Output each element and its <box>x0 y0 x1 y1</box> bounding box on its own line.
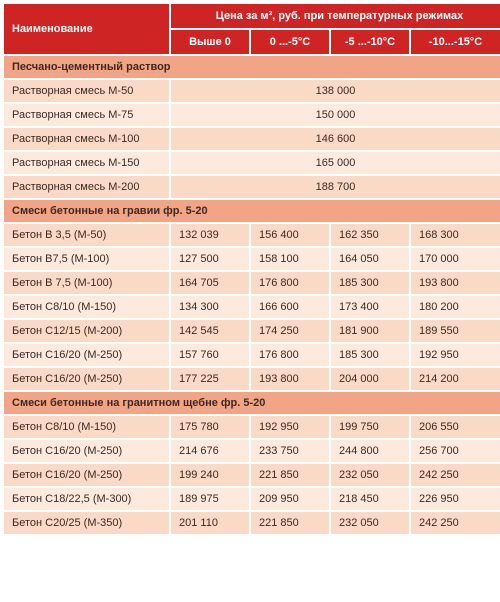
section-header-row <box>4 392 500 414</box>
product-name-cell: Растворная смесь М-75 <box>4 104 169 126</box>
price-cell: 193 800 <box>251 368 329 390</box>
product-name-cell: Бетон В7,5 (М-100) <box>4 248 169 270</box>
price-cell: 233 750 <box>251 440 329 462</box>
price-cell: 189 550 <box>411 320 500 342</box>
price-cell: 242 250 <box>411 464 500 486</box>
price-cell: 214 200 <box>411 368 500 390</box>
price-cell: 199 750 <box>331 416 409 438</box>
table-row <box>4 344 500 366</box>
price-cell: 244 800 <box>331 440 409 462</box>
table-row <box>4 248 500 270</box>
table-row <box>4 416 500 438</box>
product-name-cell: Бетон В 3,5 (М-50) <box>4 224 169 246</box>
product-name-cell: Бетон С18/22,5 (М-300) <box>4 488 169 510</box>
price-cell: 176 800 <box>251 344 329 366</box>
header-price-title: Цена за м³, руб. при температурных режимах <box>171 4 500 28</box>
price-cell: 242 250 <box>411 512 500 534</box>
price-cell: 165 000 <box>171 152 500 174</box>
price-cell: 192 950 <box>411 344 500 366</box>
price-cell: 162 350 <box>331 224 409 246</box>
table-row <box>4 152 500 174</box>
table-row <box>4 488 500 510</box>
price-cell: 185 300 <box>331 272 409 294</box>
section-title: Песчано-цементный раствор <box>4 56 500 78</box>
price-cell: 201 110 <box>171 512 249 534</box>
price-cell: 176 800 <box>251 272 329 294</box>
section-title: Смеси бетонные на гранитном щебне фр. 5-20 <box>4 392 500 414</box>
price-cell: 174 250 <box>251 320 329 342</box>
table-row <box>4 320 500 342</box>
price-cell: 199 240 <box>171 464 249 486</box>
product-name-cell: Бетон С20/25 (М-350) <box>4 512 169 534</box>
table-row <box>4 104 500 126</box>
header-temp-col: -5 ...-10°C <box>331 30 409 54</box>
table-row <box>4 440 500 462</box>
price-cell: 132 039 <box>171 224 249 246</box>
table-row <box>4 176 500 198</box>
price-cell: 232 050 <box>331 512 409 534</box>
product-name-cell: Растворная смесь М-150 <box>4 152 169 174</box>
product-name-cell: Бетон С8/10 (М-150) <box>4 296 169 318</box>
table-row <box>4 296 500 318</box>
header-temp-col: -10...-15°C <box>411 30 500 54</box>
table-row <box>4 368 500 390</box>
price-cell: 180 200 <box>411 296 500 318</box>
price-cell: 156 400 <box>251 224 329 246</box>
price-cell: 206 550 <box>411 416 500 438</box>
price-cell: 164 050 <box>331 248 409 270</box>
product-name-cell: Бетон С16/20 (М-250) <box>4 368 169 390</box>
price-cell: 181 900 <box>331 320 409 342</box>
table-row <box>4 80 500 102</box>
product-name-cell: Бетон С16/20 (М-250) <box>4 344 169 366</box>
price-cell: 204 000 <box>331 368 409 390</box>
price-cell: 138 000 <box>171 80 500 102</box>
price-cell: 185 300 <box>331 344 409 366</box>
price-cell: 127 500 <box>171 248 249 270</box>
table-row <box>4 512 500 534</box>
table-row <box>4 272 500 294</box>
section-header-row <box>4 56 500 78</box>
price-cell: 256 700 <box>411 440 500 462</box>
table-row <box>4 128 500 150</box>
price-cell: 232 050 <box>331 464 409 486</box>
product-name-cell: Бетон С8/10 (М-150) <box>4 416 169 438</box>
header-temp-col: Выше 0 <box>171 30 249 54</box>
price-table-body <box>4 56 500 534</box>
product-name-cell: Бетон С12/15 (М-200) <box>4 320 169 342</box>
product-name-cell: Растворная смесь М-200 <box>4 176 169 198</box>
price-cell: 170 000 <box>411 248 500 270</box>
price-cell: 193 800 <box>411 272 500 294</box>
price-cell: 158 100 <box>251 248 329 270</box>
product-name-cell: Растворная смесь М-50 <box>4 80 169 102</box>
price-cell: 142 545 <box>171 320 249 342</box>
price-cell: 146 600 <box>171 128 500 150</box>
price-cell: 221 850 <box>251 464 329 486</box>
price-cell: 166 600 <box>251 296 329 318</box>
product-name-cell: Растворная смесь М-100 <box>4 128 169 150</box>
price-cell: 221 850 <box>251 512 329 534</box>
header-name-column: Наименование <box>4 4 169 54</box>
price-cell: 177 225 <box>171 368 249 390</box>
product-name-cell: Бетон С16/20 (М-250) <box>4 440 169 462</box>
price-cell: 209 950 <box>251 488 329 510</box>
price-cell: 173 400 <box>331 296 409 318</box>
price-cell: 188 700 <box>171 176 500 198</box>
price-cell: 164 705 <box>171 272 249 294</box>
price-table-container <box>2 2 498 598</box>
price-cell: 218 450 <box>331 488 409 510</box>
price-cell: 157 760 <box>171 344 249 366</box>
table-row <box>4 464 500 486</box>
price-cell: 134 300 <box>171 296 249 318</box>
header-temp-col: 0 ...-5°C <box>251 30 329 54</box>
section-header-row <box>4 200 500 222</box>
price-cell: 150 000 <box>171 104 500 126</box>
product-name-cell: Бетон В 7,5 (М-100) <box>4 272 169 294</box>
price-cell: 214 676 <box>171 440 249 462</box>
section-title: Смеси бетонные на гравии фр. 5-20 <box>4 200 500 222</box>
table-row <box>4 224 500 246</box>
price-cell: 192 950 <box>251 416 329 438</box>
product-name-cell: Бетон С16/20 (М-250) <box>4 464 169 486</box>
price-table <box>2 2 500 536</box>
price-cell: 168 300 <box>411 224 500 246</box>
price-cell: 189 975 <box>171 488 249 510</box>
price-cell: 175 780 <box>171 416 249 438</box>
price-cell: 226 950 <box>411 488 500 510</box>
